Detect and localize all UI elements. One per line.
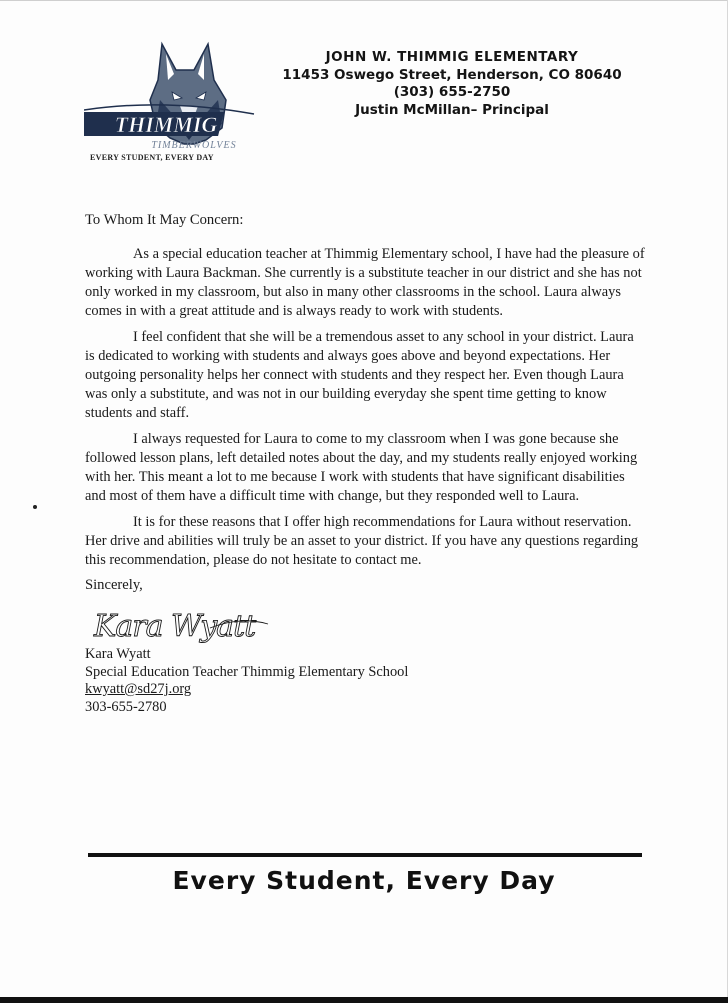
salutation: To Whom It May Concern: <box>85 212 244 228</box>
school-principal: Justin McMillan– Principal <box>355 101 549 118</box>
sender-block <box>85 646 408 716</box>
school-phone: (303) 655-2750 <box>393 84 511 100</box>
logo-motto: EVERY STUDENT, EVERY DAY <box>90 153 214 162</box>
paragraph-text: I feel confident that she will be a tremendous asset to any school in your district. Laura is dedicated to working with students and always goes above and beyond expectations. Her outgoing personality helps her connect with students and they respect her. Even though Laura was only a substitute, and was not in our building everyday she spent time getting to know students and staff. <box>85 329 634 421</box>
letter-paragraph <box>85 513 645 570</box>
sender-name: Kara Wyatt <box>85 646 151 662</box>
letter-paragraph <box>85 430 645 506</box>
letterhead <box>262 49 642 119</box>
signature-text: Kara Wyatt <box>94 609 256 644</box>
logo-wordmark: THIMMIG <box>114 112 218 137</box>
wolf-head-logo-icon <box>84 40 259 170</box>
scan-speck <box>33 505 37 509</box>
closing: Sincerely, <box>85 577 143 593</box>
paragraph-text: I always requested for Laura to come to my classroom when I was gone because she followed lesson plans, left detailed notes about the day, and my students really enjoyed working with her. This meant a lot to me because I work with students that have significant disabilities and most of them have a difficult time with change, but they responded well to Laura. <box>85 431 638 504</box>
footer-divider <box>88 853 642 857</box>
sender-email-link[interactable]: kwyatt@sd27j.org <box>85 681 192 697</box>
scan-edge <box>0 997 728 1003</box>
footer-motto: Every Student, Every Day <box>172 866 556 895</box>
scan-edge <box>0 0 728 1</box>
sender-phone: 303-655-2780 <box>85 698 167 715</box>
letter-paragraph <box>85 328 645 423</box>
sender-title: Special Education Teacher Thimmig Elementary School <box>85 663 409 680</box>
paragraph-text: As a special education teacher at Thimmig Elementary school, I have had the pleasure of working with Laura Backman. She currently is a substitute teacher in our district and she has not only worked in my classroom, but also in many other classrooms in the school. Laura always comes in with a great attitude and is always ready to work with students. <box>85 246 645 319</box>
school-address: 11453 Oswego Street, Henderson, CO 80640 <box>282 66 622 83</box>
paragraph-text: It is for these reasons that I offer high recommendations for Laura without reservation. Her drive and abilities will truly be an asset to your district. If you have any questions regarding this recommendation, please do not hesitate to contact me. <box>85 514 639 568</box>
letter-paragraph <box>85 245 645 321</box>
school-name: JOHN W. THIMMIG ELEMENTARY <box>325 49 579 65</box>
logo-mascot-label: TIMBERWOLVES <box>151 140 237 151</box>
signature-icon <box>90 598 280 648</box>
